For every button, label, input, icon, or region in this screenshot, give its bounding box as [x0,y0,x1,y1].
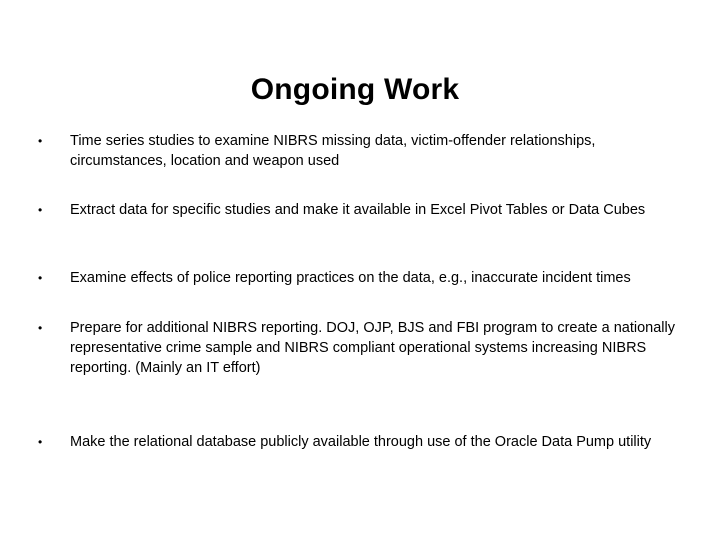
bullet-marker: • [38,435,43,449]
bullet-text: Extract data for specific studies and make it available in Excel Pivot Tables or Data Cubes [70,202,646,218]
bullet-marker: • [38,203,43,217]
slide-title: Ongoing Work [250,73,460,107]
bullet-marker: • [38,321,43,335]
bullet-text: Examine effects of police reporting practices on the data, e.g., inaccurate incident times [70,270,631,286]
bullet-text: Time series studies to examine NIBRS missing data, victim-offender relationships, circumstances, location and weapon used [70,133,596,169]
bullet-text: Make the relational database publicly available through use of the Oracle Data Pump utility [70,434,652,450]
bullet-marker: • [38,271,43,285]
bullet-text: Prepare for additional NIBRS reporting. DOJ, OJP, BJS and FBI program to create a nationally representative crime sample and NIBRS compliant operational systems increasing NIBRS reporting. (Mainly an IT effort) [70,320,675,376]
bullet-marker: • [38,134,43,148]
